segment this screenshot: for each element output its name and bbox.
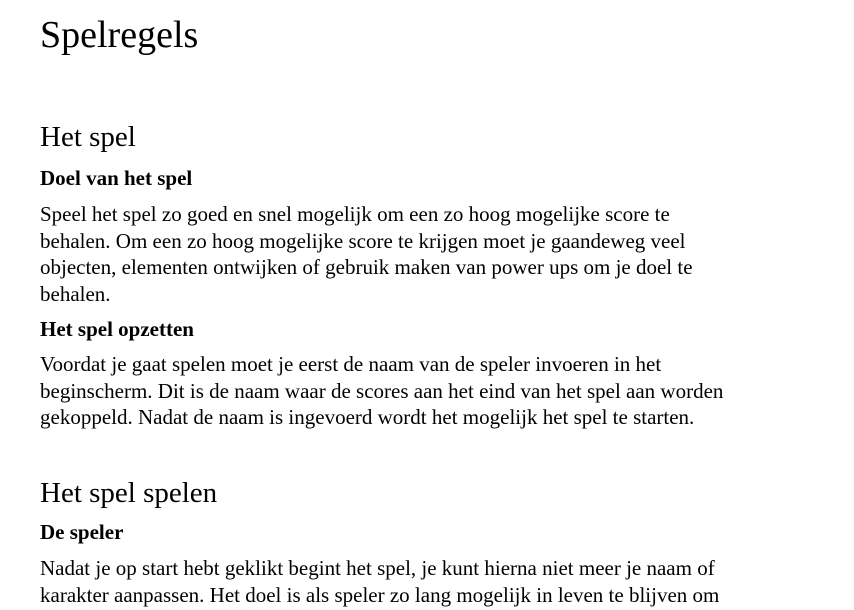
paragraph-line: karakter aanpassen. Het doel is als speler zo lang mogelijk in leven te blijven om [40, 582, 720, 607]
paragraph-line: Nadat je op start hebt geklikt begint het spel, je kunt hierna niet meer je naam of [40, 556, 715, 580]
section-heading-het-spel-spelen: Het spel spelen [40, 477, 218, 509]
paragraph-line: beginscherm. Dit is de naam waar de scores aan het eind van het spel aan worden [40, 378, 724, 403]
subsection-heading-speler: De speler [40, 520, 124, 544]
paragraph-line: behalen. Om een zo hoog mogelijke score te krijgen moet je gaandeweg veel [40, 228, 686, 253]
paragraph-line: gekoppeld. Nadat de naam is ingevoerd wordt het mogelijk het spel te starten. [40, 405, 695, 429]
paragraph-line: behalen. [40, 281, 111, 306]
paragraph-line: Speel het spel zo goed en snel mogelijk om een zo hoog mogelijke score te [40, 202, 670, 226]
section-heading-het-spel: Het spel [40, 121, 136, 153]
paragraph-speler [40, 555, 830, 608]
paragraph-line: Voordat je gaat spelen moet je eerst de naam van de speler invoeren in het [40, 352, 662, 376]
page-title: Spelregels [40, 14, 199, 56]
paragraph-line: objecten, elementen ontwijken of gebruik maken van power ups om je doel te [40, 255, 693, 279]
paragraph-doel [40, 201, 830, 307]
paragraph-opzetten [40, 351, 830, 431]
subsection-heading-opzetten: Het spel opzetten [40, 317, 194, 341]
subsection-heading-doel: Doel van het spel [40, 166, 193, 190]
